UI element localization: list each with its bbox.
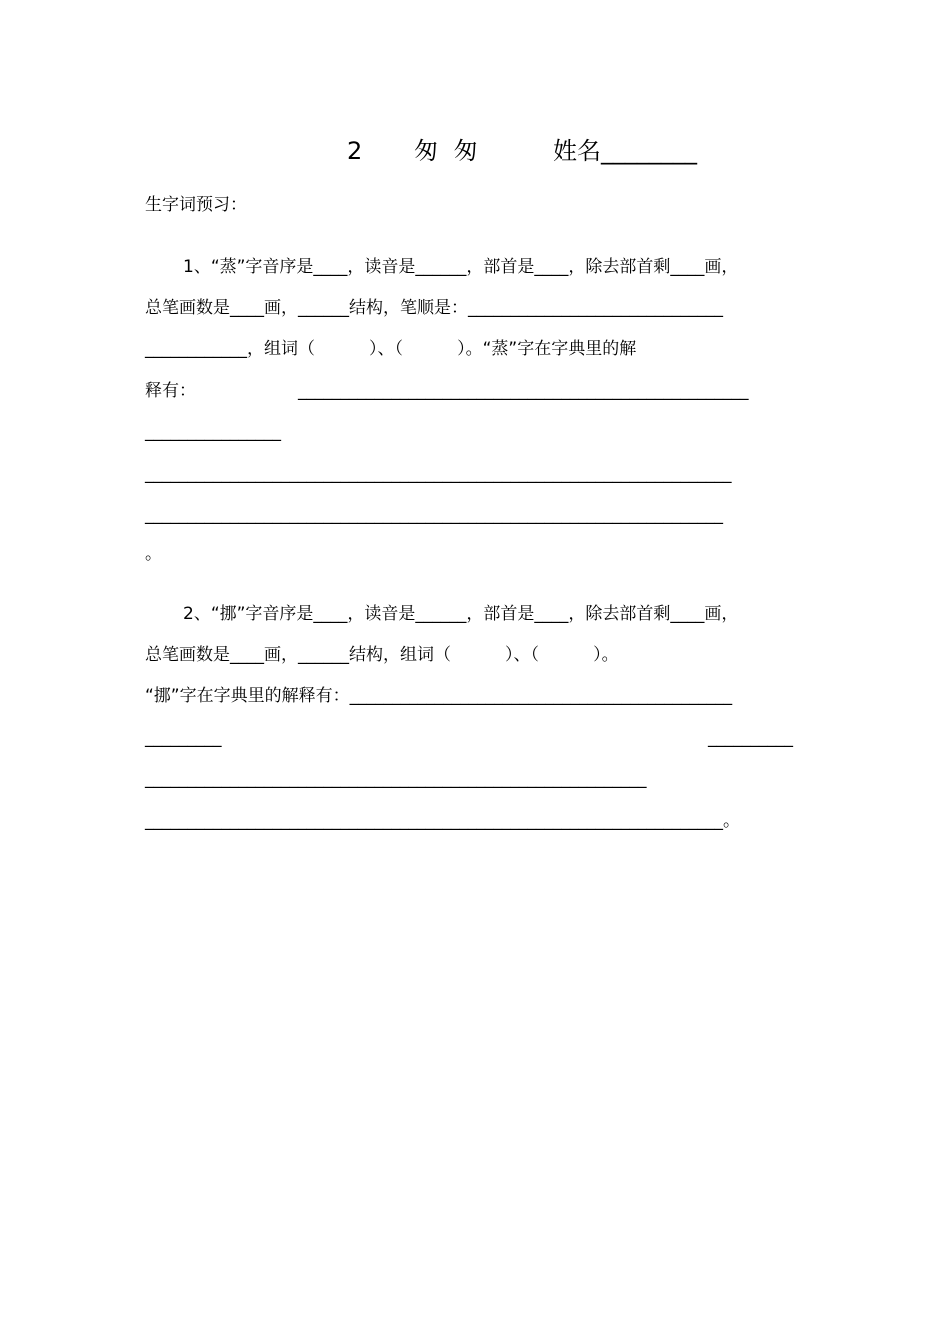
q1-line-1: 1、“蒸”字音序是____，读音是______，部首是____，除去部首剩____画， xyxy=(183,257,739,277)
q2-line-6: ____________________________________________________________________。 xyxy=(145,811,740,831)
section-heading: 生字词预习： xyxy=(145,195,247,215)
q2-line-3: “挪”字在字典里的解释有：_____________________________________________ xyxy=(145,686,733,706)
q1-line-4-label: 释有： xyxy=(145,381,196,401)
q1-line-7: ____________________________________________________________________ xyxy=(145,505,723,525)
q1-line-2: 总笔画数是____画，______结构，笔顺是：______________________________ xyxy=(145,298,723,318)
q1-line-5: ________________ xyxy=(145,422,281,442)
q1-line-4-blank: _____________________________________________________ xyxy=(298,381,749,401)
student-name-field: 姓名________ xyxy=(553,137,697,165)
q1-line-3: ____________，组词（ ）、（ ）。“蒸”字在字典里的解 xyxy=(145,339,637,359)
q2-line-2: 总笔画数是____画，______结构，组词（ ）、（ ）。 xyxy=(145,645,619,665)
q2-line-4-right: __________ xyxy=(708,728,793,748)
q1-line-6: _____________________________________________________________________ xyxy=(145,464,732,484)
lesson-title: 匆 匆 xyxy=(414,137,482,165)
q1-line-8: 。 xyxy=(145,544,162,564)
lesson-number: 2 xyxy=(347,137,363,165)
q2-line-1: 2、“挪”字音序是____，读音是______，部首是____，除去部首剩____画， xyxy=(183,604,739,624)
q2-line-5: ___________________________________________________________ xyxy=(145,769,647,789)
q2-line-4-left: _________ xyxy=(145,728,222,748)
